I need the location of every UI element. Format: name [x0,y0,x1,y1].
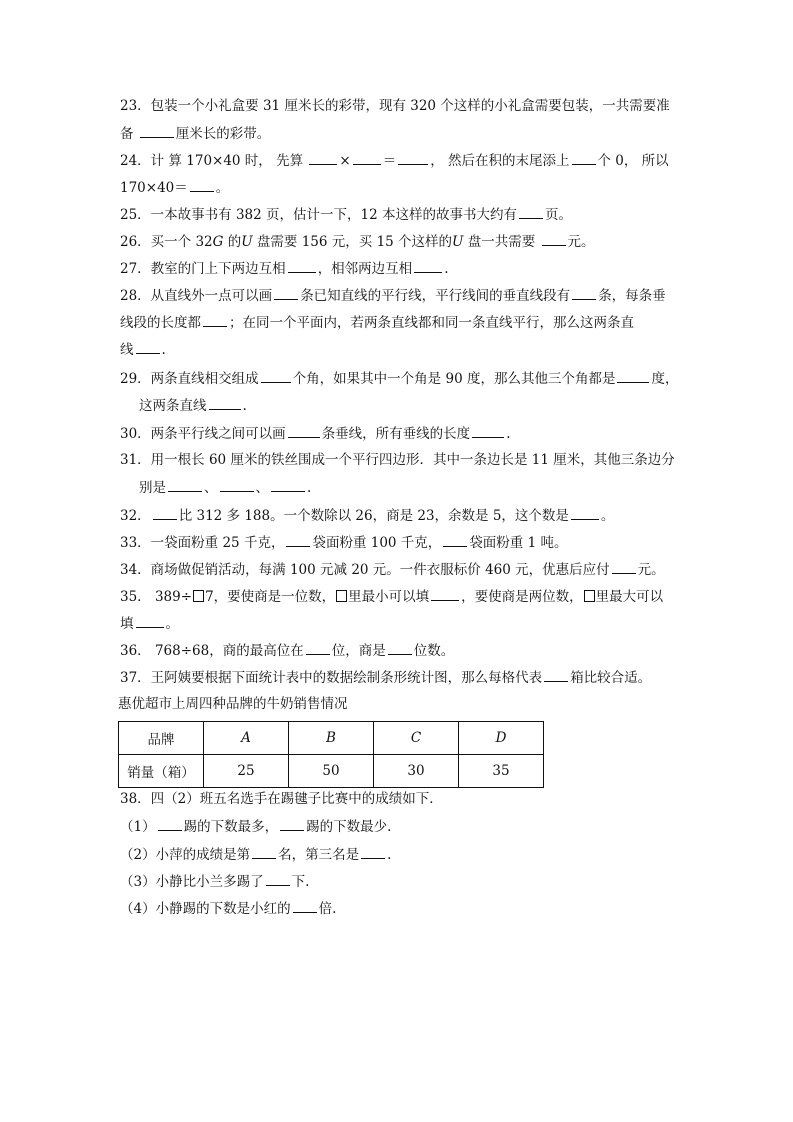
question-35-cont: 填 。 [120,616,179,632]
table-header-cell: C [374,722,459,755]
table-title: 惠优超市上周四种品牌的牛奶销售情况 [118,696,348,712]
answer-blank[interactable] [274,286,298,300]
answer-blank[interactable] [414,259,442,273]
question-29-cont: 这两条直线 . [139,398,247,414]
table-header-cell: A [204,722,289,755]
table-row [119,755,544,788]
answer-blank[interactable] [309,151,337,165]
answer-blank[interactable] [288,424,320,438]
question-24: 24．计 算 170×40 时， 先算 × ＝ ， 然后在积的末尾添上 个 0， 所以 [120,153,669,169]
answer-blank[interactable] [361,845,385,859]
answer-blank[interactable] [158,817,182,831]
question-37: 37．王阿姨要根据下面统计表中的数据绘制条形统计图，那么每格代表 箱比较合适。 [120,670,652,686]
question-28-cont2: 线 . [120,342,166,358]
answer-blank[interactable] [168,478,202,492]
answer-blank[interactable] [472,424,504,438]
answer-blank[interactable] [293,899,317,913]
answer-blank[interactable] [572,286,596,300]
question-35: 35． 389÷ 7，要使商是一位数， 里最小可以填 ，要使商是两位数， 里最大可以 [120,589,664,605]
answer-blank[interactable] [209,396,241,410]
question-38-part-3: （3）小静比小兰多踢了 下. [120,874,310,890]
question-24-cont: 170×40＝ 。 [120,180,230,196]
question-23-cont: 备 厘米长的彩带。 [120,126,271,142]
table-cell: 50 [289,755,374,788]
answer-blank[interactable] [203,313,227,327]
answer-blank[interactable] [306,641,330,655]
answer-blank[interactable] [266,872,290,886]
table-header-row [119,722,544,755]
question-38-part-2: （2）小萍的成绩是第 名，第三名是 . [120,847,392,863]
question-26: 26．买一个 32G 的U 盘需要 156 元，买 15 个这样的U 盘一共需要 元。 [120,234,595,250]
question-33: 33．一袋面粉重 25 千克， 袋面粉重 100 千克， 袋面粉重 1 吨。 [120,535,568,551]
question-38: 38．四（2）班五名选手在踢毽子比赛中的成绩如下． [120,791,443,807]
answer-blank[interactable] [140,124,174,138]
question-27: 27．教室的门上下两边互相 ，相邻两边互相 . [120,261,449,277]
answer-blank[interactable] [544,668,568,682]
question-28-cont: 线段的长度都 ；在同一个平面内，若两条直线都和同一条直线平行，那么这两条直 [120,315,634,331]
answer-blank[interactable] [572,151,596,165]
answer-blank[interactable] [271,478,305,492]
answer-blank[interactable] [190,178,214,192]
table-row-label: 销量（箱） [119,755,204,788]
answer-blank[interactable] [431,587,459,601]
question-25: 25．一本故事书有 382 页，估计一下，12 本这样的故事书大约有 页。 [120,207,572,223]
question-30: 30．两条平行线之间可以画 条垂线，所有垂线的长度 . [120,426,511,442]
question-32: 32． 比 312 多 188。一个数除以 26，商是 23，余数是 5，这个数是 。 [120,508,615,524]
question-36: 36． 768÷68，商的最高位在 位，商是 位数。 [120,643,455,659]
answer-blank[interactable] [136,614,164,628]
question-38-part-4: （4）小静踢的下数是小红的 倍. [120,901,337,917]
empty-box-icon [584,590,595,602]
answer-blank[interactable] [542,232,566,246]
question-28: 28．从直线外一点可以画 条已知直线的平行线，平行线间的垂直线段有 条，每条垂 [120,288,666,304]
answer-blank[interactable] [398,151,428,165]
table-header-cell: 品牌 [119,722,204,755]
empty-box-icon [336,590,347,602]
table-cell: 35 [459,755,544,788]
answer-blank[interactable] [261,369,291,383]
answer-blank[interactable] [286,533,310,547]
question-31-cont: 别是 、 、 . [139,480,312,496]
answer-blank[interactable] [220,478,254,492]
question-34: 34．商场做促销活动，每满 100 元减 20 元。一件衣服标价 460 元，优惠后应付 元。 [120,562,665,578]
answer-blank[interactable] [280,817,304,831]
table-header-cell: D [459,722,544,755]
answer-blank[interactable] [153,506,177,520]
answer-blank[interactable] [353,151,381,165]
answer-blank[interactable] [571,506,599,520]
answer-blank[interactable] [443,533,467,547]
question-29: 29．两条直线相交组成 个角，如果其中一个角是 90 度，那么其他三个角都是 度， [120,371,679,387]
sales-table [118,721,544,788]
answer-blank[interactable] [388,641,412,655]
table-cell: 25 [204,755,289,788]
empty-box-icon [193,590,204,602]
answer-blank[interactable] [612,560,636,574]
table-header-cell: B [289,722,374,755]
table-cell: 30 [374,755,459,788]
answer-blank[interactable] [288,259,316,273]
question-31: 31．用一根长 60 厘米的铁丝围成一个平行四边形．其中一条边长是 11 厘米，其他三条边分 [120,452,675,468]
answer-blank[interactable] [252,845,276,859]
answer-blank[interactable] [519,205,543,219]
answer-blank[interactable] [136,340,160,354]
question-38-part-1: （1） 踢的下数最多， 踢的下数最少. [120,819,392,835]
question-23: 23．包装一个小礼盒要 31 厘米长的彩带，现有 320 个这样的小礼盒需要包装，一共需要准 [120,98,670,114]
answer-blank[interactable] [617,369,649,383]
